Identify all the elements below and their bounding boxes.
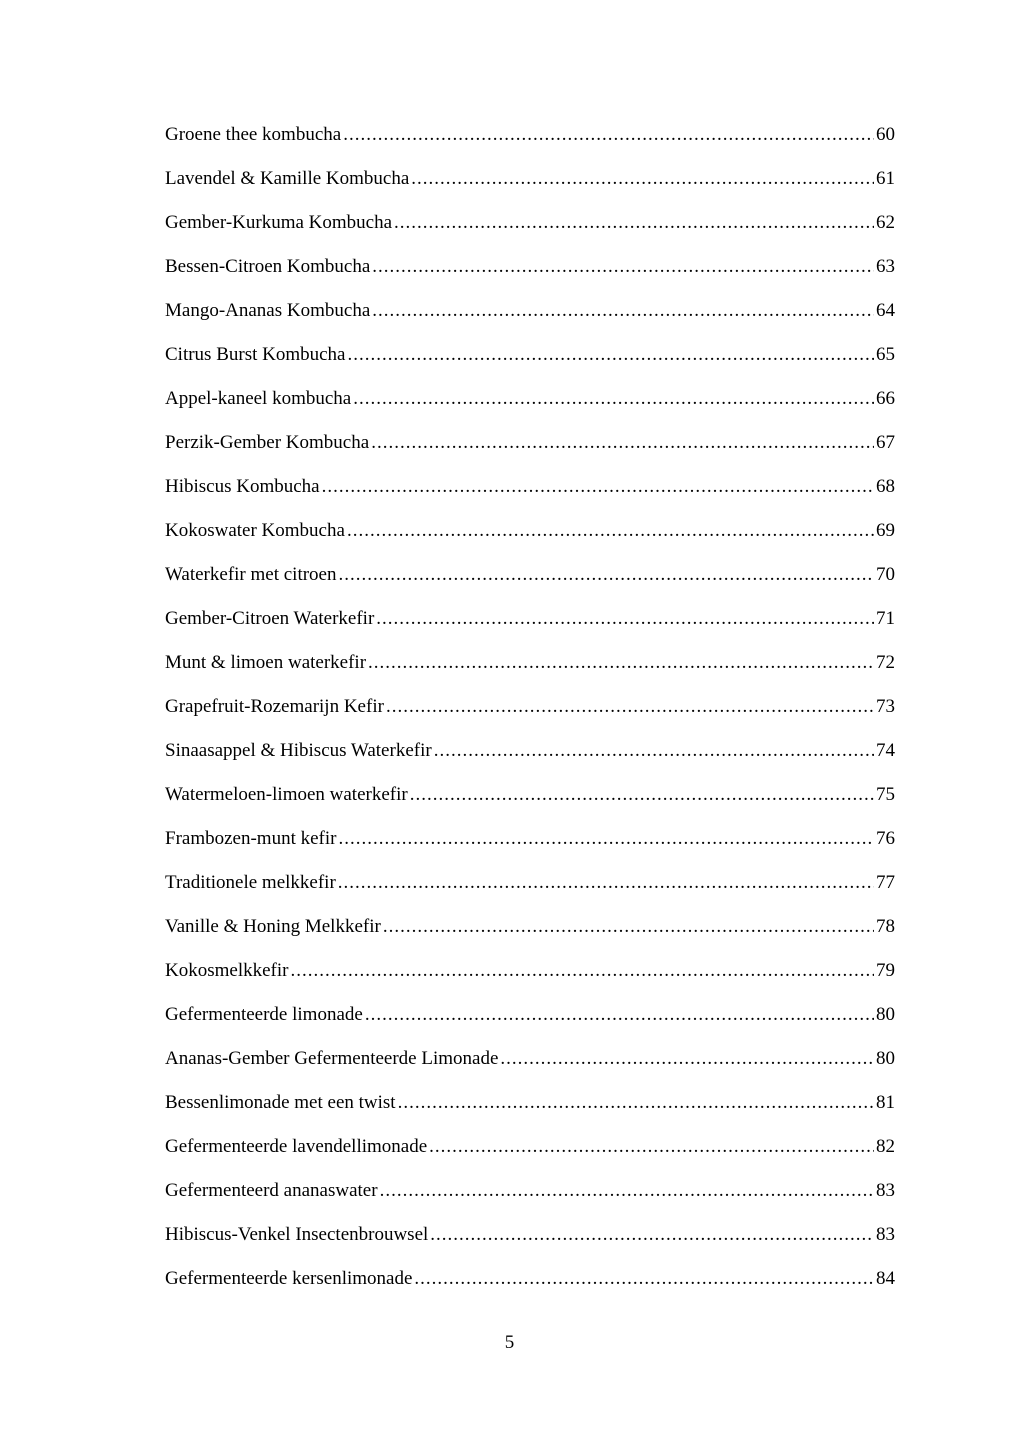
toc-entry-page-number: 78: [876, 916, 895, 937]
toc-entry-page-number: 70: [876, 564, 895, 585]
toc-entry-title: Kokoswater Kombucha: [165, 520, 345, 541]
toc-entry-page-number: 80: [876, 1004, 895, 1025]
toc-entry-page-number: 67: [876, 432, 895, 453]
toc-entry-title: Gember-Citroen Waterkefir: [165, 608, 375, 629]
toc-entry-title: Hibiscus-Venkel Insectenbrouwsel: [165, 1224, 429, 1245]
dot-leader: [339, 558, 875, 592]
toc-entry-page-number: 81: [876, 1092, 895, 1113]
toc-entry[interactable]: [165, 866, 895, 910]
toc-entry-title: Watermeloen-limoen waterkefir: [165, 784, 408, 805]
toc-entry-title: Vanille & Honing Melkkefir: [165, 916, 381, 937]
toc-entry-page-number: 64: [876, 300, 895, 321]
toc-entry[interactable]: [165, 1086, 895, 1130]
page-number: 5: [504, 1332, 515, 1353]
toc-entry-title: Traditionele melkkefir: [165, 872, 336, 893]
toc-entry-title: Waterkefir met citroen: [165, 564, 337, 585]
toc-entry-page-number: 84: [876, 1268, 895, 1289]
toc-entry-page-number: 69: [876, 520, 895, 541]
toc-entry-page-number: 65: [876, 344, 895, 365]
toc-entry-page-number: 76: [876, 828, 895, 849]
toc-entry[interactable]: [165, 1262, 895, 1306]
dot-leader: [372, 294, 874, 328]
dot-leader: [343, 118, 874, 152]
toc-entry-title: Gefermenteerd ananaswater: [165, 1180, 378, 1201]
toc-entry-page-number: 73: [876, 696, 895, 717]
dot-leader: [394, 206, 874, 240]
toc-entry[interactable]: [165, 162, 895, 206]
toc-entry[interactable]: [165, 998, 895, 1042]
toc-entry-title: Bessen-Citroen Kombucha: [165, 256, 371, 277]
toc-entry[interactable]: [165, 1218, 895, 1262]
toc-entry-title: Grapefruit-Rozemarijn Kefir: [165, 696, 384, 717]
table-of-contents: [165, 118, 895, 1306]
dot-leader: [348, 338, 875, 372]
toc-entry-title: Mango-Ananas Kombucha: [165, 300, 371, 321]
dot-leader: [386, 690, 874, 724]
toc-entry[interactable]: [165, 646, 895, 690]
toc-entry-title: Hibiscus Kombucha: [165, 476, 320, 497]
toc-entry[interactable]: [165, 822, 895, 866]
toc-entry-title: Citrus Burst Kombucha: [165, 344, 346, 365]
dot-leader: [500, 1042, 874, 1076]
toc-entry[interactable]: [165, 910, 895, 954]
toc-entry-page-number: 66: [876, 388, 895, 409]
toc-entry-title: Gefermenteerde limonade: [165, 1004, 363, 1025]
toc-entry[interactable]: [165, 514, 895, 558]
toc-entry-title: Gefermenteerde lavendellimonade: [165, 1136, 428, 1157]
dot-leader: [376, 602, 874, 636]
toc-entry-title: Frambozen-munt kefir: [165, 828, 337, 849]
toc-entry-page-number: 80: [876, 1048, 895, 1069]
toc-entry-page-number: 60: [876, 124, 895, 145]
toc-entry-title: Groene thee kombucha: [165, 124, 342, 145]
toc-entry[interactable]: [165, 338, 895, 382]
toc-entry-page-number: 77: [876, 872, 895, 893]
toc-entry[interactable]: [165, 602, 895, 646]
toc-entry-page-number: 83: [876, 1180, 895, 1201]
dot-leader: [380, 1174, 874, 1208]
toc-entry[interactable]: [165, 1174, 895, 1218]
toc-entry-page-number: 72: [876, 652, 895, 673]
toc-entry[interactable]: [165, 558, 895, 602]
dot-leader: [290, 954, 874, 988]
toc-entry[interactable]: [165, 1042, 895, 1086]
dot-leader: [411, 162, 874, 196]
dot-leader: [430, 1218, 874, 1252]
toc-entry-page-number: 68: [876, 476, 895, 497]
dot-leader: [338, 866, 874, 900]
dot-leader: [347, 514, 874, 548]
toc-entry-page-number: 63: [876, 256, 895, 277]
toc-entry-page-number: 74: [876, 740, 895, 761]
toc-entry[interactable]: [165, 778, 895, 822]
toc-entry-page-number: 82: [876, 1136, 895, 1157]
toc-entry-page-number: 61: [876, 168, 895, 189]
toc-entry-title: Kokosmelkkefir: [165, 960, 289, 981]
toc-entry-page-number: 62: [876, 212, 895, 233]
dot-leader: [353, 382, 874, 416]
toc-entry-title: Munt & limoen waterkefir: [165, 652, 367, 673]
toc-entry[interactable]: [165, 206, 895, 250]
dot-leader: [383, 910, 874, 944]
dot-leader: [365, 998, 874, 1032]
toc-entry-title: Ananas-Gember Gefermenteerde Limonade: [165, 1048, 499, 1069]
dot-leader: [410, 778, 874, 812]
toc-entry-title: Gember-Kurkuma Kombucha: [165, 212, 393, 233]
dot-leader: [372, 250, 874, 284]
toc-entry[interactable]: [165, 118, 895, 162]
toc-entry[interactable]: [165, 294, 895, 338]
dot-leader: [434, 734, 874, 768]
dot-leader: [414, 1262, 874, 1296]
toc-entry-page-number: 75: [876, 784, 895, 805]
dot-leader: [371, 426, 874, 460]
toc-entry[interactable]: [165, 250, 895, 294]
toc-entry[interactable]: [165, 426, 895, 470]
dot-leader: [322, 470, 874, 504]
toc-entry-title: Sinaasappel & Hibiscus Waterkefir: [165, 740, 432, 761]
toc-entry[interactable]: [165, 734, 895, 778]
toc-entry[interactable]: [165, 1130, 895, 1174]
toc-entry[interactable]: [165, 382, 895, 426]
toc-entry-page-number: 71: [876, 608, 895, 629]
toc-entry-page-number: 79: [876, 960, 895, 981]
toc-entry[interactable]: [165, 470, 895, 514]
dot-leader: [429, 1130, 874, 1164]
dot-leader: [338, 822, 874, 856]
toc-entry-title: Perzik-Gember Kombucha: [165, 432, 370, 453]
toc-entry-title: Appel-kaneel kombucha: [165, 388, 352, 409]
toc-entry-title: Gefermenteerde kersenlimonade: [165, 1268, 413, 1289]
toc-entry-page-number: 83: [876, 1224, 895, 1245]
dot-leader: [368, 646, 874, 680]
toc-entry-title: Lavendel & Kamille Kombucha: [165, 168, 410, 189]
dot-leader: [398, 1086, 874, 1120]
toc-entry[interactable]: [165, 954, 895, 998]
toc-entry[interactable]: [165, 690, 895, 734]
toc-entry-title: Bessenlimonade met een twist: [165, 1092, 396, 1113]
